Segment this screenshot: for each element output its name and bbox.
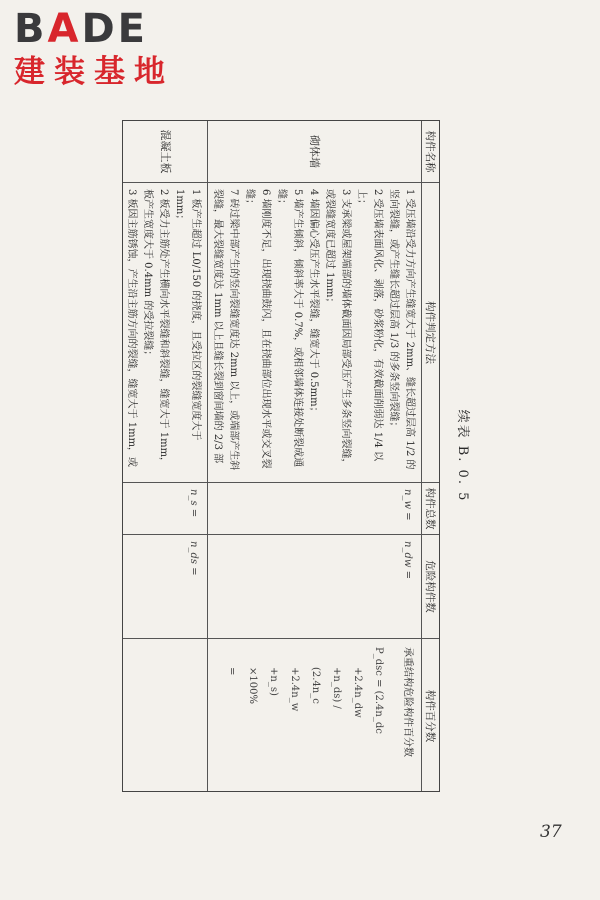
formula-line: P_dsc = (2.4n_dc	[373, 647, 384, 734]
header-total: 构件总数	[422, 483, 439, 535]
formula-line: ×100%	[247, 667, 258, 704]
row-total: n_s =	[123, 483, 207, 535]
row-dangerous: n_ds =	[123, 535, 207, 639]
formula-line: +2.4n_dw	[352, 667, 363, 718]
method-item: 1 受压墙沿受力方向产生缝宽大于 2mm、缝长超过层高 1/2 的竖向裂缝，或产生缝长超过层高 1/3 的多条竖向裂缝；	[388, 189, 415, 470]
row-total: n_w =	[208, 483, 421, 535]
logo-text: BADE	[14, 6, 148, 52]
header-component-name: 构件名称	[422, 121, 439, 183]
method-item: 3 板因主筋锈蚀，产生沿主筋方向的裂缝，缝宽大于 1mm，或	[126, 189, 137, 468]
row-dangerous: n_dw =	[208, 535, 421, 639]
formula-line: (2.4n_c	[310, 667, 321, 704]
formula-line: +n_s)	[268, 667, 279, 696]
formula-line: =	[226, 667, 237, 676]
row-component-name: 混凝土板	[123, 121, 207, 183]
formula-line: +2.4n_w	[289, 667, 300, 712]
percent-formula	[221, 647, 389, 785]
method-item: 2 板受力主筋处产生横向水平裂缝和斜裂缝，缝宽大于 1mm，板产生宽度大于 0.4mm 的受拉裂缝；	[142, 189, 169, 468]
assessment-table	[122, 120, 440, 792]
method-item: 7 砖过梁中部产生的竖向裂缝宽度达 2mm 以上，或端部产生斜裂缝，最大裂缝宽度达 1mm 以上且缝长裂到窗间墙的 2/3 部	[212, 189, 239, 471]
row-component-name: 砌体墙	[208, 121, 421, 183]
row-method-text	[123, 183, 207, 483]
row-method-text	[208, 183, 421, 483]
table-row	[123, 121, 207, 791]
brand-logo	[14, 6, 184, 90]
header-method: 构件判定方法	[422, 183, 439, 483]
method-item: 2 受压墙表面风化、剥落，砂浆粉化，有效截面削弱达 1/4 以上；	[356, 189, 383, 461]
page-number: 37	[540, 822, 562, 842]
logo-subtitle: 建装基地	[14, 54, 174, 90]
method-item: 1 板产生超过 L0/150 的挠度，且受拉区的裂缝宽度大于 1mm；	[174, 189, 201, 441]
percent-note: 承重结构危险构件百分数	[402, 647, 413, 757]
table-row	[207, 121, 421, 791]
header-percent: 构件百分数	[424, 689, 436, 743]
method-item: 6 墙刚度不足，出现挠曲鼓闪，且在挠曲部位出现水平或交叉裂缝；	[244, 189, 271, 469]
table-caption: 续表 B. 0. 5	[455, 409, 470, 503]
method-item: 5 墙产生倾斜，倾斜率大于 0.7%，或相邻墙体连接处断裂成通缝；	[276, 189, 303, 468]
method-item: 3 支承梁或屋架端部的墙体截面因局部受压产生多条竖向裂缝，或裂缝宽度已超过 1mm；	[324, 189, 351, 469]
header-dangerous: 危险构件数	[422, 535, 439, 639]
table-header-row	[421, 121, 439, 791]
rotated-table-page	[122, 120, 532, 792]
formula-line: +n_ds) /	[331, 667, 342, 709]
method-item: 4 墙因偏心受压产生水平裂缝，缝宽大于 0.5mm；	[308, 189, 319, 417]
